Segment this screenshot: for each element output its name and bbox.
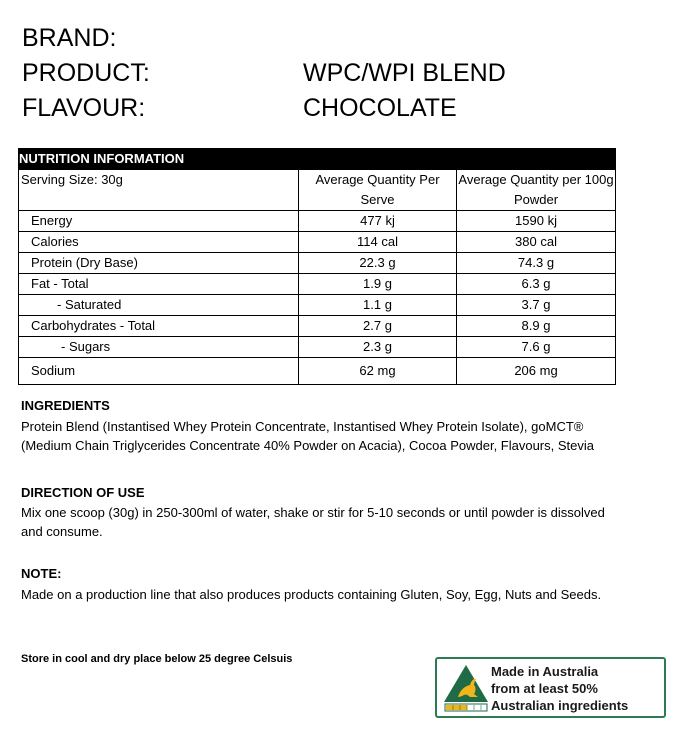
nutrition-header-row [19, 170, 616, 211]
nutrient-name: Energy [19, 211, 299, 232]
per-serve-value: 477 kj [299, 211, 457, 232]
table-row [19, 253, 616, 274]
per-serve-value: 114 cal [299, 232, 457, 253]
table-row [19, 274, 616, 295]
product-label: PRODUCT: [22, 59, 150, 87]
badge-line-3: Australian ingredients [491, 698, 629, 713]
nutrient-name: Carbohydrates - Total [19, 316, 299, 337]
per-100g-value: 7.6 g [457, 337, 616, 358]
per-100g-value: 1590 kj [457, 211, 616, 232]
directions-text: Mix one scoop (30g) in 250-300ml of water, shake or stir for 5-10 seconds or until powder is dissolved and consume. [21, 505, 605, 539]
nutrient-name: Calories [19, 232, 299, 253]
per-serve-value: 2.3 g [299, 337, 457, 358]
nutrition-title-row [19, 149, 616, 170]
product-value: WPC/WPI BLEND [303, 59, 506, 87]
per-serve-value: 1.1 g [299, 295, 457, 316]
per-100g-value: 3.7 g [457, 295, 616, 316]
column-header-per-100g: Average Quantity per 100g Powder [457, 170, 616, 211]
table-row [19, 316, 616, 337]
per-serve-value: 1.9 g [299, 274, 457, 295]
badge-text [491, 663, 628, 714]
per-serve-value: 2.7 g [299, 316, 457, 337]
table-row [19, 232, 616, 253]
table-row [19, 211, 616, 232]
per-100g-value: 74.3 g [457, 253, 616, 274]
nutrition-title: NUTRITION INFORMATION [19, 149, 616, 170]
per-serve-value: 22.3 g [299, 253, 457, 274]
per-100g-value: 206 mg [457, 358, 616, 385]
nutrient-name: Fat - Total [19, 274, 299, 295]
nutrient-name: Protein (Dry Base) [19, 253, 299, 274]
directions-title: DIRECTION OF USE [21, 485, 145, 500]
kangaroo-triangle-logo-icon [443, 664, 489, 712]
ingredients-title: INGREDIENTS [21, 398, 110, 413]
badge-line-2: from at least 50% [491, 681, 598, 696]
note-title: NOTE: [21, 566, 62, 581]
per-serve-value: 62 mg [299, 358, 457, 385]
table-row [19, 358, 616, 385]
per-100g-value: 380 cal [457, 232, 616, 253]
table-row [19, 337, 616, 358]
note-text: Made on a production line that also produces products containing Gluten, Soy, Egg, Nuts and Seeds. [21, 587, 602, 602]
column-header-per-serve: Average Quantity Per Serve [299, 170, 457, 211]
nutrient-name: - Saturated [19, 295, 299, 316]
brand-label: BRAND: [22, 24, 117, 52]
table-row [19, 295, 616, 316]
badge-line-1: Made in Australia [491, 664, 599, 679]
nutrient-name: - Sugars [19, 337, 299, 358]
made-in-australia-badge [435, 657, 666, 718]
per-100g-value: 8.9 g [457, 316, 616, 337]
ingredients-text: Protein Blend (Instantised Whey Protein Concentrate, Instantised Whey Protein Isolate), goMCT® (Medium Chain Triglycerides Concentrate 40% Powder on Acacia), Cocoa Powder, Flavours, Stevia [21, 419, 594, 453]
nutrient-name: Sodium [19, 358, 299, 385]
flavour-label: FLAVOUR: [22, 94, 146, 122]
nutrition-table [18, 148, 616, 385]
per-100g-value: 6.3 g [457, 274, 616, 295]
serving-size: Serving Size: 30g [19, 170, 299, 211]
storage-instructions: Store in cool and dry place below 25 degree Celsuis [21, 653, 293, 665]
flavour-value: CHOCOLATE [303, 94, 457, 122]
